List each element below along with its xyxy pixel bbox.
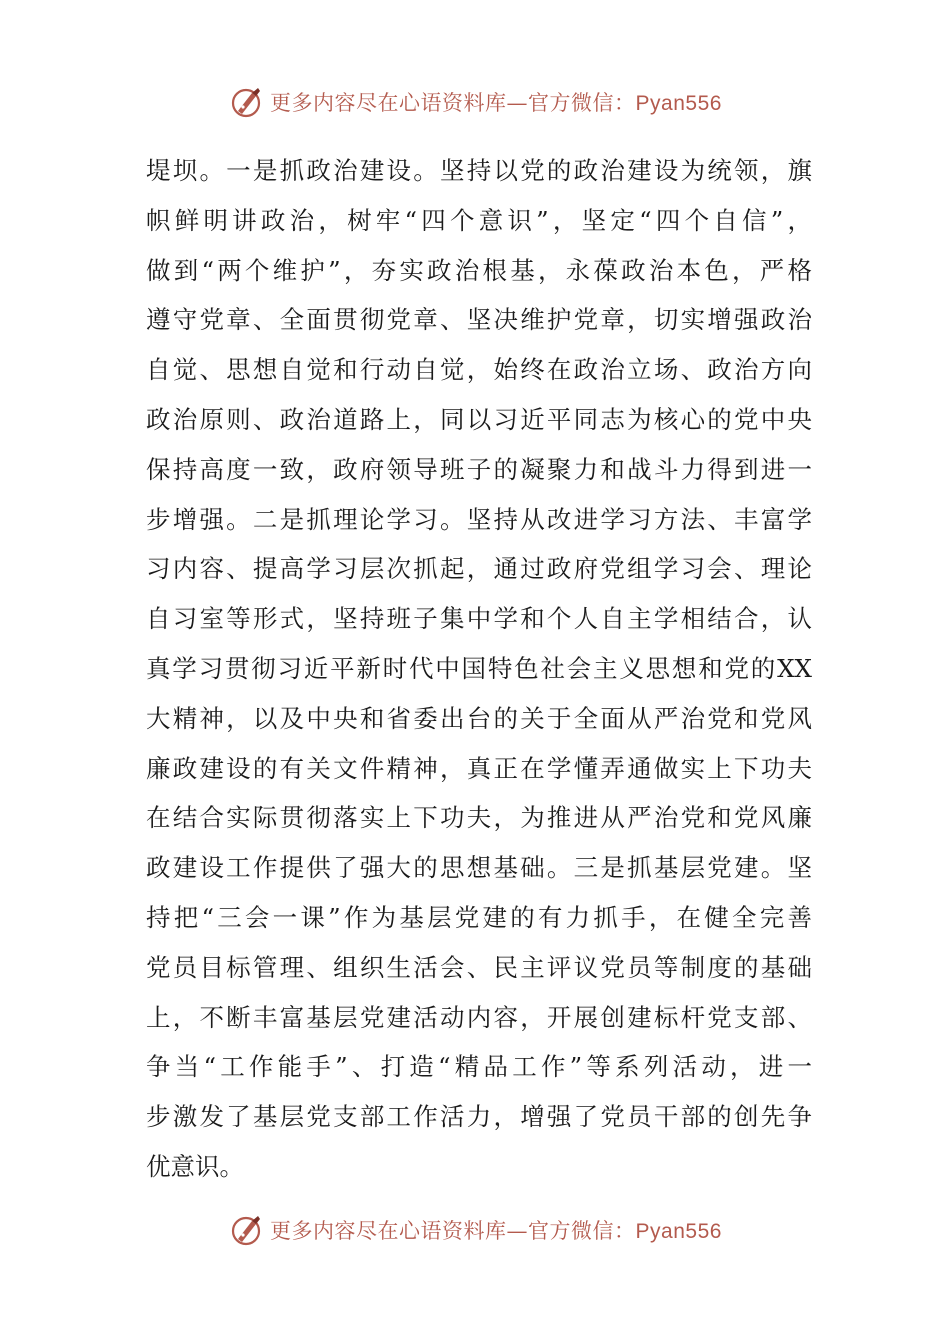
footer-banner-content xyxy=(228,1212,722,1248)
body-line: 争当“工作能手”、打造“精品工作”等系列活动，进一 xyxy=(146,1052,812,1082)
body-line: 上，不断丰富基层党建活动内容，开展创建标杆党支部、 xyxy=(146,1002,812,1032)
body-line: 政治原则、政治道路上，同以习近平同志为核心的党中央 xyxy=(146,404,812,434)
header-banner-content xyxy=(228,84,722,120)
header-banner xyxy=(0,82,950,122)
body-line: 真学习贯彻习近平新时代中国特色社会主义思想和党的XX xyxy=(146,653,812,683)
footer-banner-text xyxy=(270,1215,722,1245)
body-line: 政建设工作提供了强大的思想基础。三是抓基层党建。坚 xyxy=(146,853,812,883)
body-line: 习内容、提高学习层次抓起，通过政府党组学习会、理论 xyxy=(146,554,812,584)
header-banner-wechat-id: Pyan556 xyxy=(635,92,722,115)
footer-banner-text-cn: 更多内容尽在心语资料库—官方微信： xyxy=(270,1219,636,1243)
body-line: 自觉、思想自觉和行动自觉，始终在政治立场、政治方向 xyxy=(146,355,812,385)
body-line: 遵守党章、全面贯彻党章、坚决维护党章，切实增强政治 xyxy=(146,305,812,335)
body-line: 廉政建设的有关文件精神，真正在学懂弄通做实上下功夫 xyxy=(146,753,812,783)
body-line: 保持高度一致，政府领导班子的凝聚力和战斗力得到进一 xyxy=(146,454,812,484)
body-line: 持把“三会一课”作为基层党建的有力抓手，在健全完善 xyxy=(146,902,812,932)
body-line: 做到“两个维护”，夯实政治根基，永葆政治本色，严格 xyxy=(146,255,812,285)
body-line: 党员目标管理、组织生活会、民主评议党员等制度的基础 xyxy=(146,952,812,982)
body-line: 帜鲜明讲政治，树牢“四个意识”，坚定“四个自信”， xyxy=(146,205,812,235)
header-banner-text-cn: 更多内容尽在心语资料库—官方微信： xyxy=(270,91,636,115)
body-line: 在结合实际贯彻落实上下功夫，为推进从严治党和党风廉 xyxy=(146,803,812,833)
body-text-block xyxy=(146,146,812,1192)
body-line: 步激发了基层党支部工作活力，增强了党员干部的创先争 xyxy=(146,1102,812,1132)
pen-nib-circle-icon xyxy=(228,1212,264,1248)
body-line: 优意识。 xyxy=(146,1151,244,1181)
footer-banner-wechat-id: Pyan556 xyxy=(635,1220,722,1243)
pen-nib-circle-icon xyxy=(228,84,264,120)
body-line: 大精神，以及中央和省委出台的关于全面从严治党和党风 xyxy=(146,703,812,733)
header-banner-text xyxy=(270,87,722,117)
body-line: 堤坝。一是抓政治建设。坚持以党的政治建设为统领，旗 xyxy=(146,156,812,185)
footer-banner xyxy=(0,1210,950,1250)
body-line: 步增强。二是抓理论学习。坚持从改进学习方法、丰富学 xyxy=(146,504,812,534)
body-line: 自习室等形式，坚持班子集中学和个人自主学相结合，认 xyxy=(146,604,812,634)
